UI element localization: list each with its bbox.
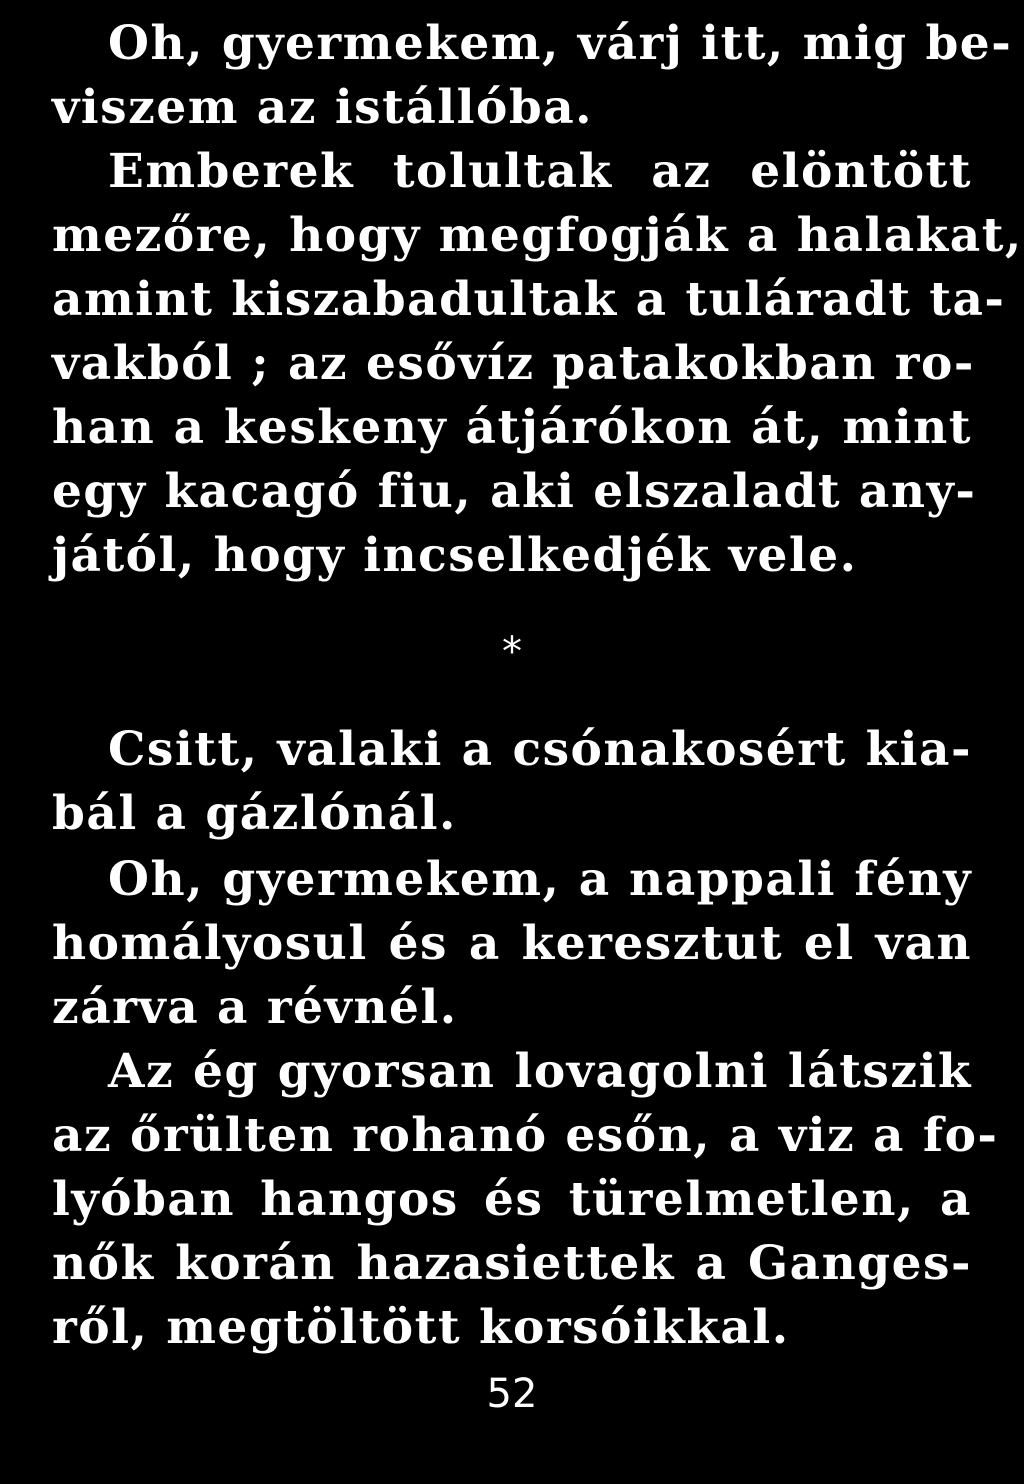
paragraph-2-line-4: vakból ; az esővíz patakokban ro- [52,336,975,391]
paragraph-1-line-1: Oh, gyermekem, várj itt, mig be- [108,16,1013,71]
paragraph-4-line-1: Oh, gyermekem, a nappali fény [108,852,972,907]
paragraph-2-line-2: mezőre, hogy megfogják a halakat, [52,208,1023,263]
paragraph-3-line-1: Csitt, valaki a csónakosért kia- [108,722,972,777]
paragraph-2-line-6: egy kacagó fiu, aki elszaladt any- [52,464,977,519]
paragraph-2-line-3: amint kiszabadultak a tuláradt ta- [52,272,1006,327]
paragraph-1-line-2: viszem az istállóba. [52,80,594,135]
paragraph-4-line-2: homályosul és a keresztut el van [52,916,972,971]
paragraph-5-line-1: Az ég gyorsan lovagolni látszik [108,1044,972,1099]
paragraph-2-line-7: jától, hogy incselkedjék vele. [52,528,858,583]
paragraph-4-line-3: zárva a révnél. [52,980,458,1035]
paragraph-5-line-3: lyóban hangos és türelmetlen, a [52,1172,972,1227]
page-number: 52 [486,1371,538,1417]
paragraph-2-line-1: Emberek tolultak az elöntött [108,144,972,199]
paragraph-5-line-5: ről, megtöltött korsóikkal. [52,1300,790,1355]
paragraph-5-line-2: az őrülten rohanó esőn, a viz a fo- [52,1108,999,1163]
paragraph-5-line-4: nők korán hazasiettek a Ganges- [52,1236,972,1291]
paragraph-2-line-5: han a keskeny átjárókon át, mint [52,400,972,455]
section-separator-star: * [502,629,522,675]
paragraph-3-line-2: bál a gázlónál. [52,786,457,841]
